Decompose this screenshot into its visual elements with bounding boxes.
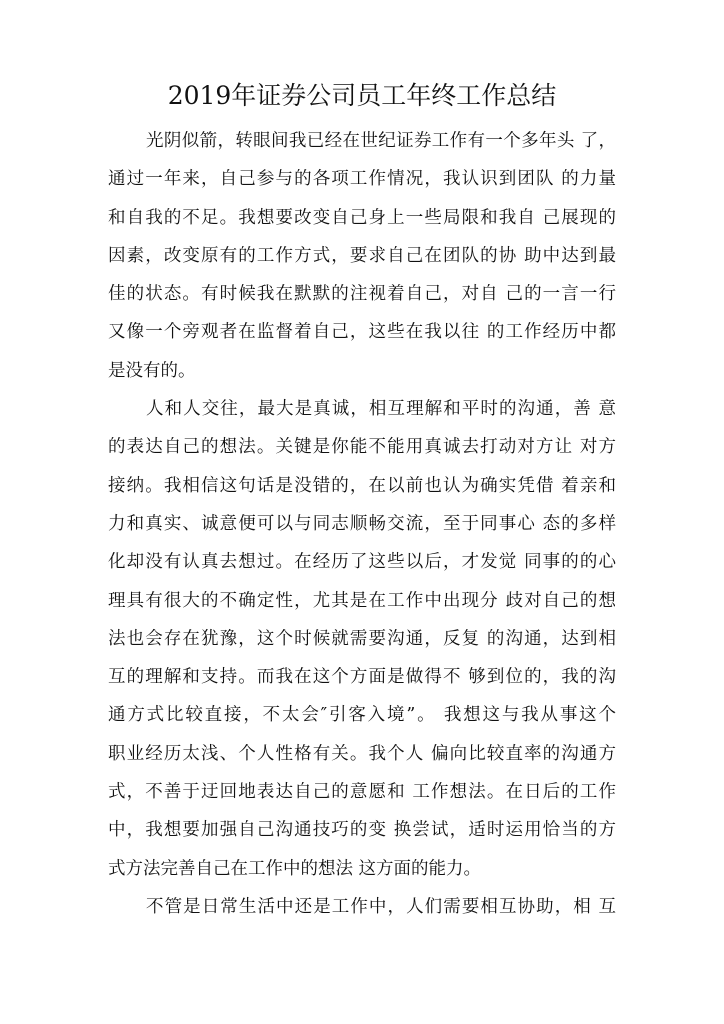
text-line: 职业经历太浅、个人性格有关。我个人 偏向比较直率的沟通方 — [108, 743, 616, 764]
text-line: 光阴似箭，转眼间我已经在世纪证券工作有一个多年头 了， — [146, 131, 616, 151]
text-line: 理具有很大的不确定性，尤其是在工作中出现分 歧对自己的想 — [108, 590, 616, 611]
text-line: 式，不善于迂回地表达自己的意愿和 工作想法。在日后的工作 — [108, 782, 616, 803]
text-line: 又像一个旁观者在监督着自己，这些在我以往 的工作经历中都 — [108, 322, 616, 343]
text-line: 化却没有认真去想过。在经历了这些以后，才发觉 同事的的心 — [108, 552, 616, 573]
text-line: 是没有的。 — [108, 360, 196, 381]
text-line: 中，我想要加强自己沟通技巧的变 换尝试，适时运用恰当的方 — [108, 820, 616, 841]
text-line: 和自我的不足。我想要改变自己身上一些局限和我自 己展现的 — [108, 207, 616, 228]
text-line: 人和人交往，最大是真诚，相互理解和平时的沟通，善 意 — [146, 399, 616, 420]
document-body — [108, 122, 628, 926]
text-line: 力和真实、诚意便可以与同志顺畅交流，至于同事心 态的多样 — [108, 513, 616, 534]
text-line: 因素，改变原有的工作方式，要求自己在团队的协 助中达到最 — [108, 245, 616, 266]
text-line: 式方法完善自己在工作中的想法 这方面的能力。 — [108, 858, 482, 879]
text-line: 不管是日常生活中还是工作中，人们需要相互协助，相 互 — [146, 896, 616, 917]
document-title: 2019年证券公司员工年终工作总结 — [167, 81, 557, 110]
text-line: 的表达自己的想法。关键是你能不能用真诚去打动对方让 对方 — [108, 437, 616, 458]
text-line: 法也会存在犹豫，这个时候就需要沟通，反复 的沟通，达到相 — [108, 628, 616, 649]
text-line: 通过一年来，自己参与的各项工作情况，我认识到团队 的力量 — [108, 169, 616, 190]
text-line: 佳的状态。有时候我在默默的注视着自己，对自 己的一言一行 — [108, 284, 616, 305]
text-line: 互的理解和支持。而我在这个方面是做得不 够到位的，我的沟 — [108, 667, 616, 688]
text-line: 接纳。我相信这句话是没错的，在以前也认为确实凭借 着亲和 — [108, 475, 616, 496]
text-line: 通方式比较直接，不太会″引客入境”。 我想这与我从事这个 — [108, 705, 616, 726]
